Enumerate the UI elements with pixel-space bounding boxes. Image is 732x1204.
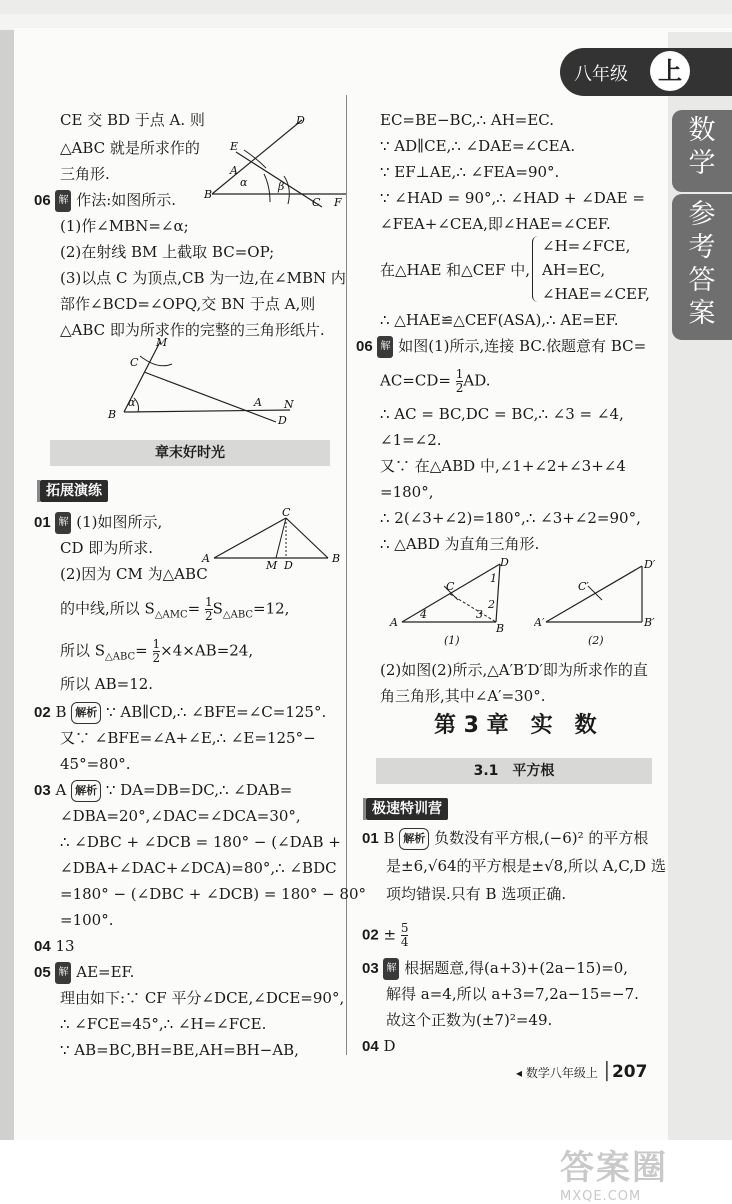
text-line: 又∵ 在△ABD 中,∠1+∠2+∠3+∠4 [380, 457, 626, 475]
fig-label: E [230, 140, 239, 153]
subject-char-2: 学 [688, 148, 716, 179]
question-03 [34, 780, 292, 802]
text-line: 是±6,√64的平方根是±√8,所以 A,C,D 选 [386, 857, 666, 875]
fig-label: C′ [578, 580, 589, 593]
figure-caption: (1) [444, 634, 460, 647]
fig-label: α [128, 396, 136, 409]
text-line: 三角形. [60, 165, 110, 183]
answer-choice: D [383, 1037, 396, 1055]
text-line: AH=EC, [542, 261, 606, 279]
fraction-half [153, 638, 161, 665]
text-line: =100°. [60, 911, 114, 929]
text-part: S [212, 599, 223, 618]
text-line: =180°, [380, 483, 434, 501]
text-part: ×4×AB=24, [160, 641, 254, 660]
fig-label: A [254, 396, 262, 409]
text-line: ∴ △ABD 为直角三角形. [380, 535, 540, 553]
answer: ± [383, 925, 397, 944]
answers-char-2: 考 [688, 232, 716, 263]
question-06 [34, 190, 176, 212]
text-line: EC=BE−BC,∴ AH=EC. [380, 111, 555, 129]
fig-label: A [202, 552, 210, 565]
fig-label: M [156, 336, 168, 349]
text-part: = [187, 599, 201, 618]
text-line: ∴ ∠DBC + ∠DCB = 180° − (∠DAB + [60, 833, 341, 851]
figure-right-triangle-1 [388, 556, 516, 648]
question-number: 02 [362, 926, 379, 944]
fig-label: D [296, 114, 305, 127]
text-line: ∵ AB∥CD,∴ ∠BFE=∠C=125°. [106, 703, 327, 721]
chapter-title: 第 3 章 实 数 [434, 713, 597, 738]
question-01 [34, 512, 162, 534]
text-line: 理由如下:∵ CF 平分∠DCE,∠DCE=90°, [60, 989, 345, 1007]
question-number: 01 [362, 830, 379, 847]
text-line: 45°=80°. [60, 755, 131, 773]
question-number: 04 [362, 1038, 379, 1055]
answers-char-4: 案 [688, 298, 716, 329]
watermark [560, 1140, 668, 1204]
subscript: △AMC [154, 609, 188, 621]
text-line: ∠FEA+∠CEA,即∠HAE=∠CEF. [380, 215, 611, 233]
text-line: △ABC 就是所求作的 [60, 139, 200, 157]
text-line [60, 596, 289, 626]
question-number: 03 [362, 960, 379, 977]
fig-label: M [266, 559, 278, 570]
text-line: CE 交 BD 于点 A. 则 [60, 111, 205, 129]
figure-q01-triangle [200, 506, 344, 570]
fraction-answer [401, 922, 409, 949]
banner-chapter-end: 章末好时光 [50, 440, 330, 466]
text-line: CD 即为所求. [60, 539, 154, 557]
watermark-text: 答案圈 [560, 1148, 668, 1188]
text-line: AE=EF. [76, 963, 135, 981]
text-part: = [135, 641, 148, 660]
text-line: 作法:如图所示. [76, 191, 177, 209]
text-line: (3)以点 C 为顶点,CB 为一边,在∠MBN 内 [60, 269, 346, 287]
fraction-den: 2 [205, 609, 213, 623]
text-part: 所以 S [60, 641, 106, 660]
text-line [380, 368, 490, 395]
text-line: △ABC 即为所求作的完整的三角形纸片. [60, 321, 325, 339]
answer: 13 [55, 937, 75, 955]
text-line: (1)如图所示, [76, 513, 163, 531]
fig-label: D [284, 559, 293, 570]
label-training: 极速特训营 [366, 798, 448, 820]
answers-char-3: 答 [688, 265, 716, 296]
text-line: ∵ DA=DB=DC,∴ ∠DAB= [105, 781, 293, 799]
practice-03 [362, 958, 628, 980]
binding-shadow [0, 30, 14, 1140]
page-number: │207 [601, 1062, 648, 1082]
text-line: 项均错误.只有 B 选项正确. [386, 885, 567, 903]
text-line: (2)因为 CM 为△ABC [60, 565, 208, 583]
fig-label: β [278, 180, 285, 193]
text-line: ∴ AC = BC,DC = BC,∴ ∠3 = ∠4, [380, 405, 624, 423]
text-line: ∠HAE=∠CEF, [542, 285, 650, 303]
fig-label: 2 [488, 598, 495, 611]
top-edge [0, 0, 732, 14]
grade-label: 八年级 [574, 64, 628, 85]
question-number: 05 [34, 964, 51, 981]
section-banner: 3.1 平方根 [376, 758, 652, 784]
fraction-num: 1 [205, 595, 213, 609]
text-line: ∴ 2(∠3+∠2)=180°,∴ ∠3+∠2=90°, [380, 509, 641, 527]
text-line: ∵ EF⊥AE,∴ ∠FEA=90°. [380, 163, 560, 181]
fraction-num: 5 [400, 921, 409, 935]
text-line: 解得 a=4,所以 a+3=7,2a−15=−7. [386, 985, 639, 1003]
text-line: 根据题意,得(a+3)+(2a−15)=0, [404, 959, 629, 977]
question-number: 06 [34, 192, 51, 209]
answer-choice: B [55, 703, 67, 721]
question-02 [34, 702, 326, 724]
text-part: AC=CD= [380, 371, 451, 390]
text-line: (2)如图(2)所示,△A′B′D′即为所求作的直 [380, 661, 648, 679]
fig-label: B [496, 622, 505, 635]
text-line: ∵ ∠HAD = 90°,∴ ∠HAD + ∠DAE = [380, 189, 645, 207]
solution-badge: 解 [383, 958, 399, 980]
fig-label: 3 [476, 608, 483, 621]
figure-triangle-construction [100, 336, 300, 428]
page-footer [516, 1062, 647, 1082]
fig-label: N [284, 398, 294, 411]
subject-tab [672, 110, 732, 192]
footer-series: 数学八年级 [525, 1066, 586, 1080]
analysis-badge: 解析 [71, 702, 101, 724]
practice-01 [362, 828, 648, 850]
question-number: 04 [34, 938, 51, 955]
figure-angle-construction [204, 112, 348, 212]
question-number: 06 [356, 338, 373, 355]
answer-choice: A [55, 781, 67, 799]
text-line: ∵ AB=BC,BH=BE,AH=BH−AB, [60, 1041, 299, 1059]
watermark-url: MXQE.COM [560, 1189, 642, 1204]
text-line: 如图(1)所示,连接 BC.依题意有 BC= [398, 337, 647, 355]
fig-label: α [240, 176, 248, 189]
label-extend-practice: 拓展演练 [40, 480, 108, 502]
solution-badge: 解 [55, 512, 71, 534]
fig-label: B [108, 408, 117, 421]
footer-arrow-icon: ◂ [516, 1066, 523, 1080]
text-line: ∴ ∠FCE=45°,∴ ∠H=∠FCE. [60, 1015, 267, 1033]
analysis-badge: 解析 [399, 828, 429, 850]
fraction-den: 4 [400, 935, 409, 949]
text-line: 角三角形,其中∠A′=30°. [380, 687, 546, 705]
answers-char-1: 参 [688, 199, 716, 230]
fig-label: B [332, 552, 341, 565]
fig-label: A [230, 164, 238, 177]
text-line: 又∵ ∠BFE=∠A+∠E,∴ ∠E=125°− [60, 729, 316, 747]
fig-label: F [334, 196, 342, 209]
fraction-num: 1 [455, 367, 464, 381]
practice-02 [362, 922, 408, 949]
grade-header [560, 48, 732, 96]
text-line: (1)作∠MBN=∠α; [60, 217, 189, 235]
text-line: ∠H=∠FCE, [542, 237, 631, 255]
fig-label: B′ [644, 616, 655, 629]
volume-badge: 上 [650, 51, 690, 91]
text-line: 部作∠BCD=∠OPQ,交 BN 于点 A,则 [60, 295, 316, 313]
fig-label: A [390, 616, 398, 629]
solution-badge: 解 [55, 190, 71, 212]
brace [532, 236, 541, 302]
page-number-text: 207 [611, 1062, 648, 1082]
answers-tab [672, 194, 732, 340]
fraction-num: 1 [152, 637, 161, 651]
fig-label: D′ [644, 558, 656, 571]
fig-label: C [282, 506, 291, 519]
column-divider [346, 95, 347, 1055]
text-line: ∴ △HAE≌△CEF(ASA),∴ AE=EF. [380, 311, 619, 329]
text-line: ∠DBA=20°,∠DAC=∠DCA=30°, [60, 807, 301, 825]
text-line: 所以 AB=12. [60, 675, 154, 693]
question-05 [34, 962, 134, 984]
question-04 [34, 936, 75, 957]
text-line: 负数没有平方根,(−6)² 的平方根 [434, 829, 649, 847]
analysis-badge: 解析 [71, 780, 101, 802]
subscript: △ABC [105, 651, 136, 663]
question-number: 03 [34, 782, 51, 799]
text-line: ∠DBA+∠DAC+∠DCA)=80°,∴ ∠BDC [60, 859, 337, 877]
fig-label: 1 [490, 572, 497, 585]
subscript: △ABC [222, 609, 254, 621]
figure-caption: (2) [588, 634, 604, 647]
text-line: ∵ AD∥CE,∴ ∠DAE=∠CEA. [380, 137, 576, 155]
subject-char-1: 数 [688, 115, 716, 146]
footer-volume: 上 [585, 1066, 598, 1080]
fraction-den: 2 [152, 651, 161, 665]
text-line [60, 638, 253, 668]
question-r06 [356, 336, 646, 358]
question-number: 02 [34, 704, 51, 721]
text-part: =12, [253, 599, 290, 618]
fig-label: C [446, 580, 455, 593]
text-line: 故这个正数为(±7)²=49. [386, 1011, 553, 1029]
text-part: AD. [463, 371, 491, 390]
text-part: 的中线,所以 S [60, 599, 155, 618]
fig-label: D [500, 556, 509, 569]
question-number: 01 [34, 514, 51, 531]
text-line: =180° − (∠DBC + ∠DCB) = 180° − 80° [60, 885, 367, 903]
answer-choice: B [383, 829, 395, 847]
solution-badge: 解 [377, 336, 393, 358]
practice-04 [362, 1036, 396, 1057]
text-line: 在△HAE 和△CEF 中, [380, 261, 531, 279]
fig-label: C [312, 196, 321, 209]
fig-label: C [130, 356, 139, 369]
text-line: (2)在射线 BM 上截取 BC=OP; [60, 243, 275, 261]
fig-label: A′ [534, 616, 545, 629]
text-line: ∠1=∠2. [380, 431, 442, 449]
fig-label: 4 [420, 608, 427, 621]
fig-label: B [204, 188, 213, 201]
solution-badge: 解 [55, 962, 71, 984]
fraction-half [205, 596, 213, 623]
figure-right-triangle-2 [534, 556, 664, 648]
fig-label: D [278, 414, 287, 427]
fraction-den: 2 [455, 381, 464, 395]
